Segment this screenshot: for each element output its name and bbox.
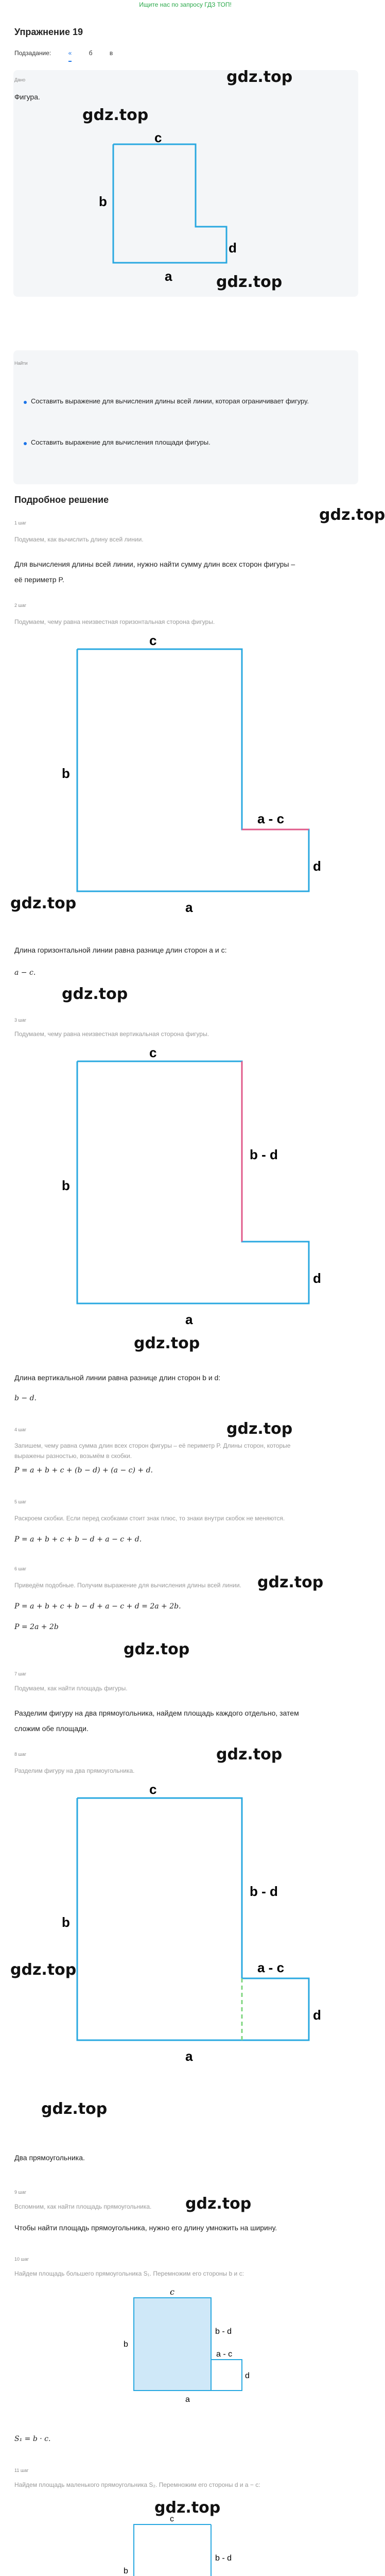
watermark: gdz.top (82, 106, 149, 124)
svg-text:d: d (313, 1270, 321, 1286)
tab-subtask-b[interactable]: б (89, 49, 93, 57)
svg-text:a: a (185, 2048, 193, 2064)
svg-text:c: c (149, 633, 157, 648)
svg-text:b: b (62, 1178, 70, 1193)
step-label: 9 шаг (14, 2190, 27, 2195)
step-text: Длина горизонтальной линии равна разнице длин сторон a и c: (14, 946, 227, 954)
svg-text:a - c: a - c (216, 2350, 233, 2359)
step-formula: P = a + b + c + b − d + a − c + d. (14, 1535, 142, 1544)
watermark: gdz.top (257, 1573, 324, 1591)
watermark: gdz.top (134, 1334, 200, 1352)
svg-text:b - d: b - d (215, 2554, 232, 2563)
solution-title: Подробное решение (14, 495, 109, 505)
step-label: 10 шаг (14, 2257, 29, 2262)
watermark: gdz.top (226, 1420, 293, 1438)
find-item: Составить выражение для вычисления длины всей линии, которая ограничивает фигуру. (31, 397, 309, 405)
label-a: a (165, 268, 172, 284)
step-hint: Запишем, чему равна сумма длин всех сторон фигуры – её периметр P. Длины сторон, которые выражены разностью, возьмём в скобки. (14, 1442, 291, 1460)
step-label: 6 шаг (14, 1566, 27, 1571)
bullet-dot (24, 442, 27, 445)
step-label: 3 шаг (14, 1018, 27, 1023)
label-c: c (154, 130, 162, 145)
step-hint: Подумаем, чему равна неизвестная горизонтальная сторона фигуры. (14, 618, 215, 625)
svg-text:b: b (124, 2567, 128, 2575)
figure-step10 (103, 2287, 278, 2416)
svg-text:d: d (313, 2007, 321, 2023)
svg-text:c: c (170, 2287, 174, 2297)
step-formula: P = 2a + 2b (14, 1623, 59, 1631)
svg-text:d: d (313, 858, 321, 874)
figure-diagram (93, 130, 237, 284)
step-hint: Подумаем, как вычислить длину всей линии. (14, 536, 144, 543)
watermark: gdz.top (10, 1961, 77, 1979)
svg-text:c: c (170, 2515, 174, 2523)
step-hint: Разделим фигуру на два прямоугольника. (14, 1767, 135, 1774)
step-hint: Приведём подобные. Получим выражение для вычисления длины всей линии. (14, 1582, 241, 1589)
watermark: gdz.top (319, 506, 385, 524)
watermark: gdz.top (10, 894, 77, 912)
svg-text:b: b (62, 1914, 70, 1930)
svg-text:b - d: b - d (215, 2327, 232, 2336)
svg-text:a - c: a - c (257, 1960, 285, 1975)
svg-text:a: a (185, 1312, 193, 1327)
label-b: b (99, 194, 107, 209)
svg-text:d: d (245, 2371, 250, 2380)
find-label: Найти (14, 361, 28, 366)
watermark: gdz.top (216, 273, 283, 291)
figure-step11 (103, 2514, 278, 2576)
svg-text:b: b (124, 2340, 128, 2349)
step-label: 5 шаг (14, 1499, 27, 1504)
watermark: gdz.top (124, 1640, 190, 1658)
step-text: Длина вертикальной линии равна разнице длин сторон b и d: (14, 1374, 221, 1382)
step-formula: P = a + b + c + (b − d) + (a − c) + d. (14, 1466, 153, 1475)
step-label: 2 шаг (14, 603, 27, 608)
step-text: Разделим фигуру на два прямоугольника, найдем площадь каждого отдельно, затем сложим обе площади. (14, 1709, 299, 1733)
label-d: d (229, 240, 237, 256)
step-hint: Раскроем скобки. Если перед скобками стоит знак плюс, то знаки внутри скобок не меняются. (14, 1515, 285, 1522)
condition-label: Дано (14, 77, 26, 82)
step-text: Чтобы найти площадь прямоугольника, нужно его длину умножить на ширину. (14, 2224, 277, 2232)
condition-text: Фигура. (14, 93, 40, 101)
step-hint: Подумаем, как найти площадь фигуры. (14, 1685, 128, 1692)
watermark: gdz.top (216, 1745, 283, 1764)
svg-text:c: c (149, 1045, 157, 1060)
step-hint: Найдем площадь большего прямоугольника S₁. Перемножим его стороны b и c: (14, 2270, 244, 2277)
svg-text:b: b (62, 766, 70, 781)
svg-text:a: a (185, 900, 193, 915)
step-text: Для вычисления длины всей линии, нужно найти сумму длин всех сторон фигуры – её периметр P. (14, 560, 295, 584)
svg-text:a: a (185, 2395, 190, 2404)
watermark: gdz.top (62, 985, 128, 1003)
watermark: gdz.top (185, 2195, 252, 2213)
watermark: gdz.top (154, 2499, 221, 2517)
tab-subtask-v[interactable]: в (109, 49, 113, 57)
page-title: Упражнение 19 (14, 27, 83, 37)
svg-text:c: c (149, 1782, 157, 1797)
watermark: gdz.top (41, 2100, 108, 2118)
subtask-tabs (14, 49, 128, 62)
step-hint: Подумаем, чему равна неизвестная вертикальная сторона фигуры. (14, 1030, 209, 1038)
step-text: Два прямоугольника. (14, 2154, 85, 2162)
step-label: 7 шаг (14, 1671, 27, 1676)
tab-subtask-a[interactable]: « (68, 49, 72, 62)
svg-text:a - c: a - c (257, 811, 285, 826)
search-hint-link[interactable]: Ищите нас по запросу ГДЗ ТОП! (139, 1, 232, 8)
step-label: 4 шаг (14, 1427, 27, 1432)
step-label: 11 шаг (14, 2468, 29, 2473)
figure-step2 (10, 633, 340, 927)
step-formula: a − c. (14, 969, 36, 977)
step-hint: Найдем площадь маленького прямоугольника S₂. Перемножим его стороны d и a − c: (14, 2481, 260, 2488)
find-box (13, 350, 358, 484)
subtask-label: Подзадание: (14, 49, 51, 57)
figure-step8 (10, 1782, 340, 2076)
step-formula: P = a + b + c + b − d + a − c + d = 2a + 2b. (14, 1602, 181, 1611)
find-item: Составить выражение для вычисления площади фигуры. (31, 438, 211, 446)
step-formula: b − d. (14, 1394, 37, 1402)
watermark: gdz.top (226, 68, 293, 86)
step-label: 8 шаг (14, 1752, 27, 1757)
step-label: 1 шаг (14, 520, 27, 526)
svg-text:b - d: b - d (250, 1884, 278, 1899)
bullet-dot (24, 401, 27, 404)
step-hint: Вспомним, как найти площадь прямоугольника. (14, 2203, 152, 2210)
svg-text:b - d: b - d (250, 1147, 278, 1162)
figure-step3 (10, 1045, 340, 1345)
step-formula: S₁ = b · c. (14, 2435, 51, 2443)
